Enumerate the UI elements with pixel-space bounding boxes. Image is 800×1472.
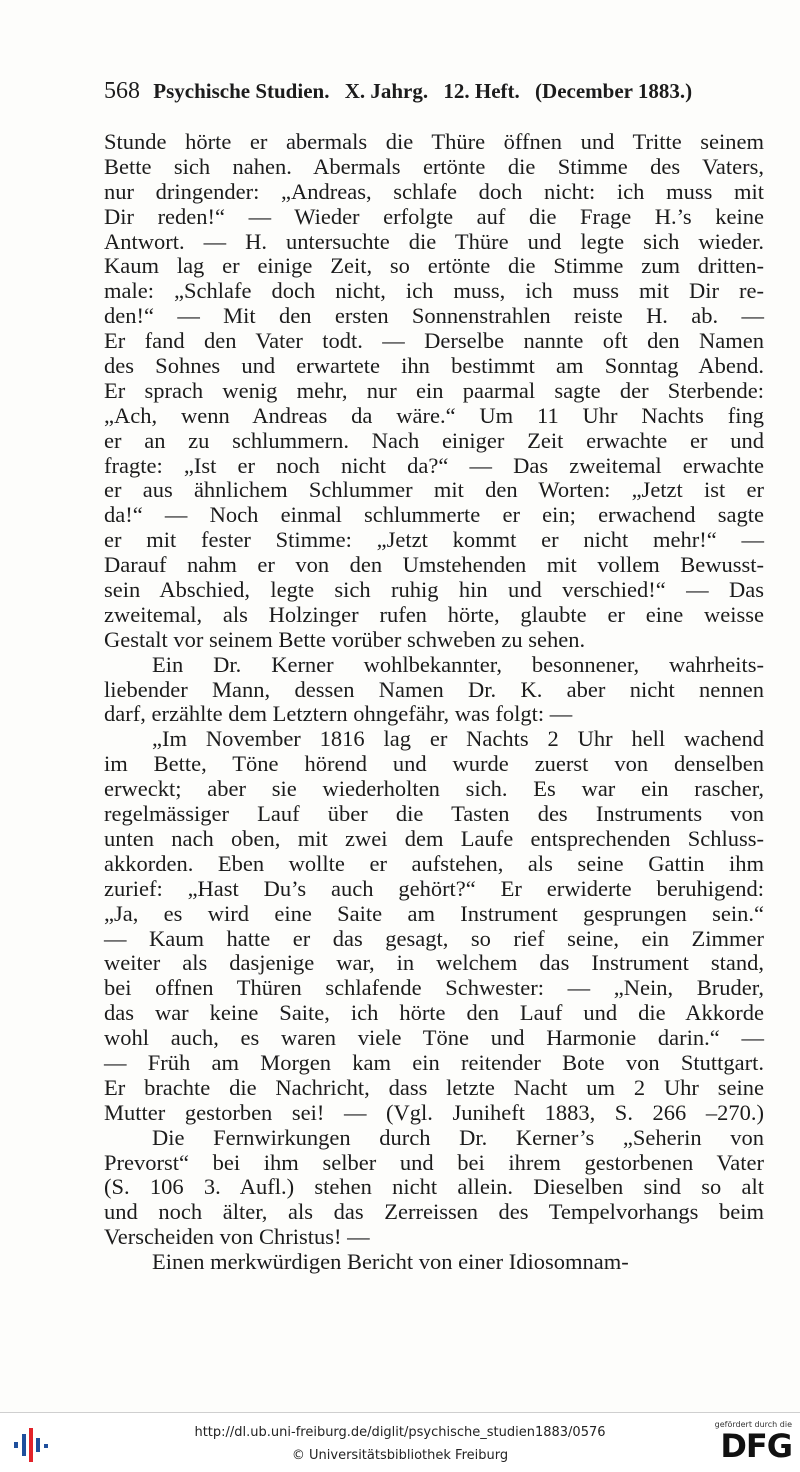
text-line: den!“ — Mit den ersten Sonnenstrahlen reiste H. ab. — [104, 303, 764, 329]
text-line: er aus ähnlichem Schlummer mit den Worten: „Jetzt ist er [104, 477, 764, 503]
text-line: zurief: „Hast Du’s auch gehört?“ Er erwiderte beruhigend: [104, 875, 764, 901]
text-line: — Kaum hatte er das gesagt, so rief seine, ein Zimmer [104, 925, 764, 951]
text-line: liebender Mann, dessen Namen Dr. K. aber nicht nennen [104, 676, 764, 702]
text-line: Ein Dr. Kerner wohlbekannter, besonnener, wahrheits- [152, 651, 764, 677]
dfg-logo-text: DFG [720, 1427, 792, 1465]
text-line: Einen merkwürdigen Bericht von einer Idiosomnam- [152, 1249, 629, 1275]
text-line: Mutter gestorben sei! — (Vgl. Juniheft 1883, S. 266 –270.) [104, 1099, 764, 1125]
text-line: Antwort. — H. untersuchte die Thüre und legte sich wieder. [104, 228, 764, 254]
text-line: „Im November 1816 lag er Nachts 2 Uhr hell wachend [152, 726, 764, 752]
issue-date: (December 1883.) [535, 79, 693, 103]
text-line: Dir reden!“ — Wieder erfolgte auf die Frage H.’s keine [104, 203, 764, 229]
text-line: Gestalt vor seinem Bette vorüber schweben zu sehen. [104, 626, 586, 652]
text-line: Verscheiden von Christus! — [104, 1224, 370, 1250]
text-line: darf, erzählte dem Letztern ohngefähr, was folgt: — [104, 701, 573, 727]
text-line: male: „Schlafe doch nicht, ich muss, ich muss mit Dir re- [104, 278, 764, 304]
text-line: sein Abschied, legte sich ruhig hin und verschied!“ — Das [104, 577, 764, 603]
text-line: Darauf nahm er von den Umstehenden mit vollem Bewusst- [104, 552, 764, 578]
text-line: Die Fernwirkungen durch Dr. Kerner’s „Seherin von [152, 1124, 764, 1150]
text-line: das war keine Saite, ich hörte den Lauf und die Akkorde [104, 1000, 764, 1026]
viewer-footer [0, 1412, 800, 1472]
text-line: unten nach oben, mit zwei dem Laufe entsprechenden Schluss- [104, 825, 764, 851]
text-line: nur dringender: „Andreas, schlafe doch nicht: ich muss mit [104, 178, 764, 204]
text-line: bei offnen Thüren schlafende Schwester: — „Nein, Bruder, [104, 975, 764, 1001]
text-line: — Früh am Morgen kam ein reitender Bote von Stuttgart. [104, 1049, 764, 1075]
text-line: Bette sich nahen. Abermals ertönte die Stimme des Vaters, [104, 153, 764, 179]
page-number: 568 [104, 78, 140, 104]
body-text [104, 130, 764, 1275]
text-line: da!“ — Noch einmal schlummerte er ein; erwachend sagte [104, 502, 764, 528]
text-line: Er sprach wenig mehr, nur ein paarmal sagte der Sterbende: [104, 377, 764, 403]
text-line: im Bette, Töne hörend und wurde zuerst von denselben [104, 751, 764, 777]
text-line: und noch älter, als das Zerreissen des Tempelvorhangs beim [104, 1199, 764, 1225]
text-line: Kaum lag er einige Zeit, so ertönte die Stimme zum dritten- [104, 253, 764, 279]
text-line: er an zu schlummern. Nach einiger Zeit erwachte er und [104, 427, 764, 453]
copyright-notice: © Universitätsbibliothek Freiburg [291, 1448, 509, 1463]
text-line: weiter als dasjenige war, in welchem das Instrument stand, [104, 950, 764, 976]
journal-title: Psychische Studien. [153, 79, 330, 103]
dfg-logo[interactable] [704, 1420, 792, 1470]
volume-label: X. Jahrg. [344, 79, 429, 103]
dfg-caption: gefördert durch die [714, 1420, 792, 1429]
source-url-link[interactable]: http://dl.ub.uni-freiburg.de/diglit/psychische_studien1883/0576 [194, 1425, 606, 1440]
issue-label: 12. Heft. [443, 79, 520, 103]
text-line: Prevorst“ bei ihm selber und bei ihrem gestorbenen Vater [104, 1149, 764, 1175]
text-line: Stunde hörte er abermals die Thüre öffnen und Tritte seinem [104, 129, 764, 154]
footer-divider [0, 1412, 800, 1413]
text-line: des Sohnes und erwartete ihn bestimmt am Sonntag Abend. [104, 353, 764, 379]
text-line: fragte: „Ist er noch nicht da?“ — Das zweitemal erwachte [104, 452, 764, 478]
text-line: er mit fester Stimme: „Jetzt kommt er nicht mehr!“ — [104, 527, 764, 553]
text-line: erweckt; aber sie wiederholten sich. Es war ein rascher, [104, 776, 764, 802]
text-line: regelmässiger Lauf über die Tasten des Instruments von [104, 801, 764, 827]
text-line: Er fand den Vater todt. — Derselbe nannte oft den Namen [104, 328, 764, 354]
text-line: akkorden. Eben wollte er aufstehen, als seine Gattin ihm [104, 850, 764, 876]
text-line: (S. 106 3. Aufl.) stehen nicht allein. Dieselben sind so alt [104, 1174, 764, 1200]
text-line: „Ach, wenn Andreas da wäre.“ Um 11 Uhr Nachts fing [104, 402, 764, 428]
text-line: Er brachte die Nachricht, dass letzte Nacht um 2 Uhr seine [104, 1074, 764, 1100]
text-line: „Ja, es wird eine Saite am Instrument gesprungen sein.“ [104, 900, 764, 926]
running-header [104, 78, 764, 105]
text-line: zweitemal, als Holzinger rufen hörte, glaubte er eine weisse [104, 601, 764, 627]
text-line: wohl auch, es waren viele Töne und Harmonie darin.“ — [104, 1025, 764, 1051]
